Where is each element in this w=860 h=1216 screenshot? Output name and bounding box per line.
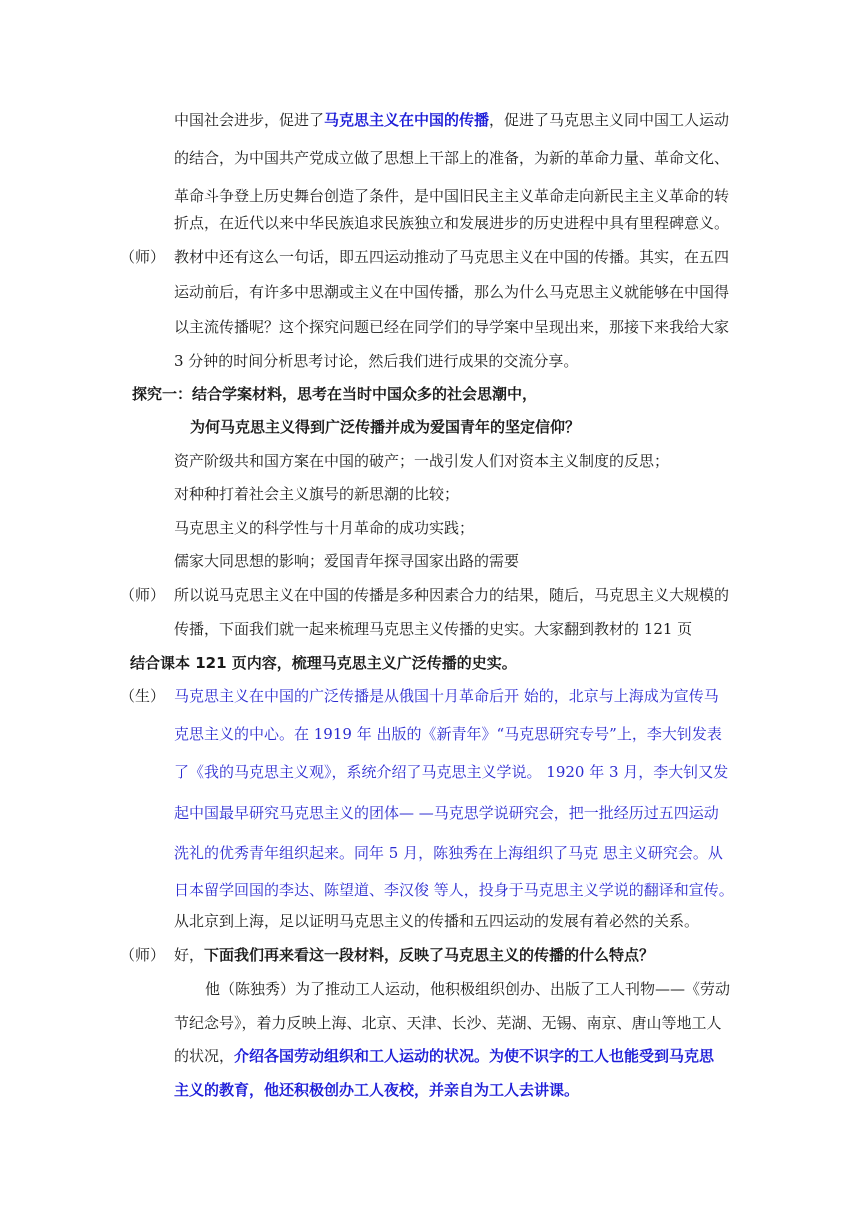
paragraph-line: 所以说马克思主义在中国的传播是多种因素合力的结果，随后，马克思主义大规模的 [174,586,730,604]
answer-item: 对种种打着社会主义旗号的新思潮的比较； [174,485,460,503]
speaker-tag: （师） [120,946,166,964]
paragraph-line: 以主流传播呢？这个探究问题已经在同学们的导学案中呈现出来，那接下来我给大家 [174,318,730,336]
highlighted-text: 主义的教育，他还积极创办工人夜校，并亲自为工人去讲课。 [174,1081,580,1099]
answer-item: 马克思主义的科学性与十月革命的成功实践； [174,519,475,537]
text-run: ，促进了马克思主义同中国工人运动 [489,111,730,129]
paragraph-line [174,945,654,965]
paragraph-line: 从北京到上海，足以证明马克思主义的传播和五四运动的发展有着必然的关系。 [174,912,700,930]
quoted-material: 节纪念号》，着力反映上海、北京、天津、长沙、芜湖、无锡、南京、唐山等地工人 [174,1014,722,1032]
paragraph-line: 革命斗争登上历史舞台创造了条件，是中国旧民主主义革命走向新民主主义革命的转 [174,187,730,205]
paragraph-line: 折点，在近代以来中华民族追求民族独立和发展进步的历史进程中具有里程碑意义。 [174,214,730,232]
paragraph-line: 起中国最早研究马克思主义的团体— —马克思学说研究会，把一批经历过五四运动 [174,804,719,822]
paragraph-line: 运动前后，有许多中思潮或主义在中国传播，那么为什么马克思主义就能够在中国得 [174,283,730,301]
paragraph-line: 马克思主义在中国的广泛传播是从俄国十月革命后开 始的，北京与上海成为宣传马 [174,687,719,705]
paragraph-line: 3 分钟的时间分析思考讨论，然后我们进行成果的交流分享。 [174,352,579,370]
quoted-material [174,1046,714,1066]
text-run: 好， [174,946,205,964]
quoted-material: 他（陈独秀）为了推动工人运动，他积极组织创办、出版了工人刊物——《劳动 [205,980,731,998]
paragraph-line: 克思主义的中心。在 1919 年 出版的《新青年》“马克思研究专号”上，李大钊发表 [174,725,722,743]
paragraph-line: 了《我的马克思主义观》，系统介绍了马克思主义学说。 1920 年 3 月，李大钊又发 [174,763,729,781]
paragraph-line: 洗礼的优秀青年组织起来。同年 5 月，陈独秀在上海组织了马克 思主义研究会。从 [174,844,723,862]
paragraph-line: 日本留学回国的李达、陈望道、李汉俊 等人，投身于马克思主义学说的翻译和宣传。 [174,881,734,899]
answer-item: 儒家大同思想的影响；爱国青年探寻国家出路的需要 [174,552,520,570]
text-run: 的状况， [174,1047,235,1065]
paragraph-line: 教材中还有这么一句话，即五四运动推动了马克思主义在中国的传播。其实，在五四 [174,248,730,266]
highlighted-text: 马克思主义在中国的传播 [324,111,490,129]
speaker-tag: （师） [120,586,166,604]
inquiry-question: 探究一：结合学案材料，思考在当时中国众多的社会思潮中， [132,385,538,403]
speaker-tag: （生） [120,687,166,705]
task-heading: 结合课本 121 页内容，梳理马克思主义广泛传播的史实。 [130,654,517,672]
bold-question: 下面我们再来看这一段材料，反映了马克思主义的传播的什么特点？ [204,946,655,964]
paragraph-line: 的结合，为中国共产党成立做了思想上干部上的准备，为新的革命力量、革命文化、 [174,149,730,167]
speaker-tag: （师） [120,248,166,266]
answer-item: 资产阶级共和国方案在中国的破产；一战引发人们对资本主义制度的反思； [174,452,670,470]
paragraph-line: 传播，下面我们就一起来梳理马克思主义传播的史实。大家翻到教材的 121 页 [174,620,693,638]
paragraph-line [174,110,729,130]
highlighted-text: 介绍各国劳动组织和工人运动的状况。为使不识字的工人也能受到马克思 [234,1047,715,1065]
inquiry-question: 为何马克思主义得到广泛传播并成为爱国青年的坚定信仰？ [190,418,581,436]
text-run: 中国社会进步，促进了 [174,111,325,129]
